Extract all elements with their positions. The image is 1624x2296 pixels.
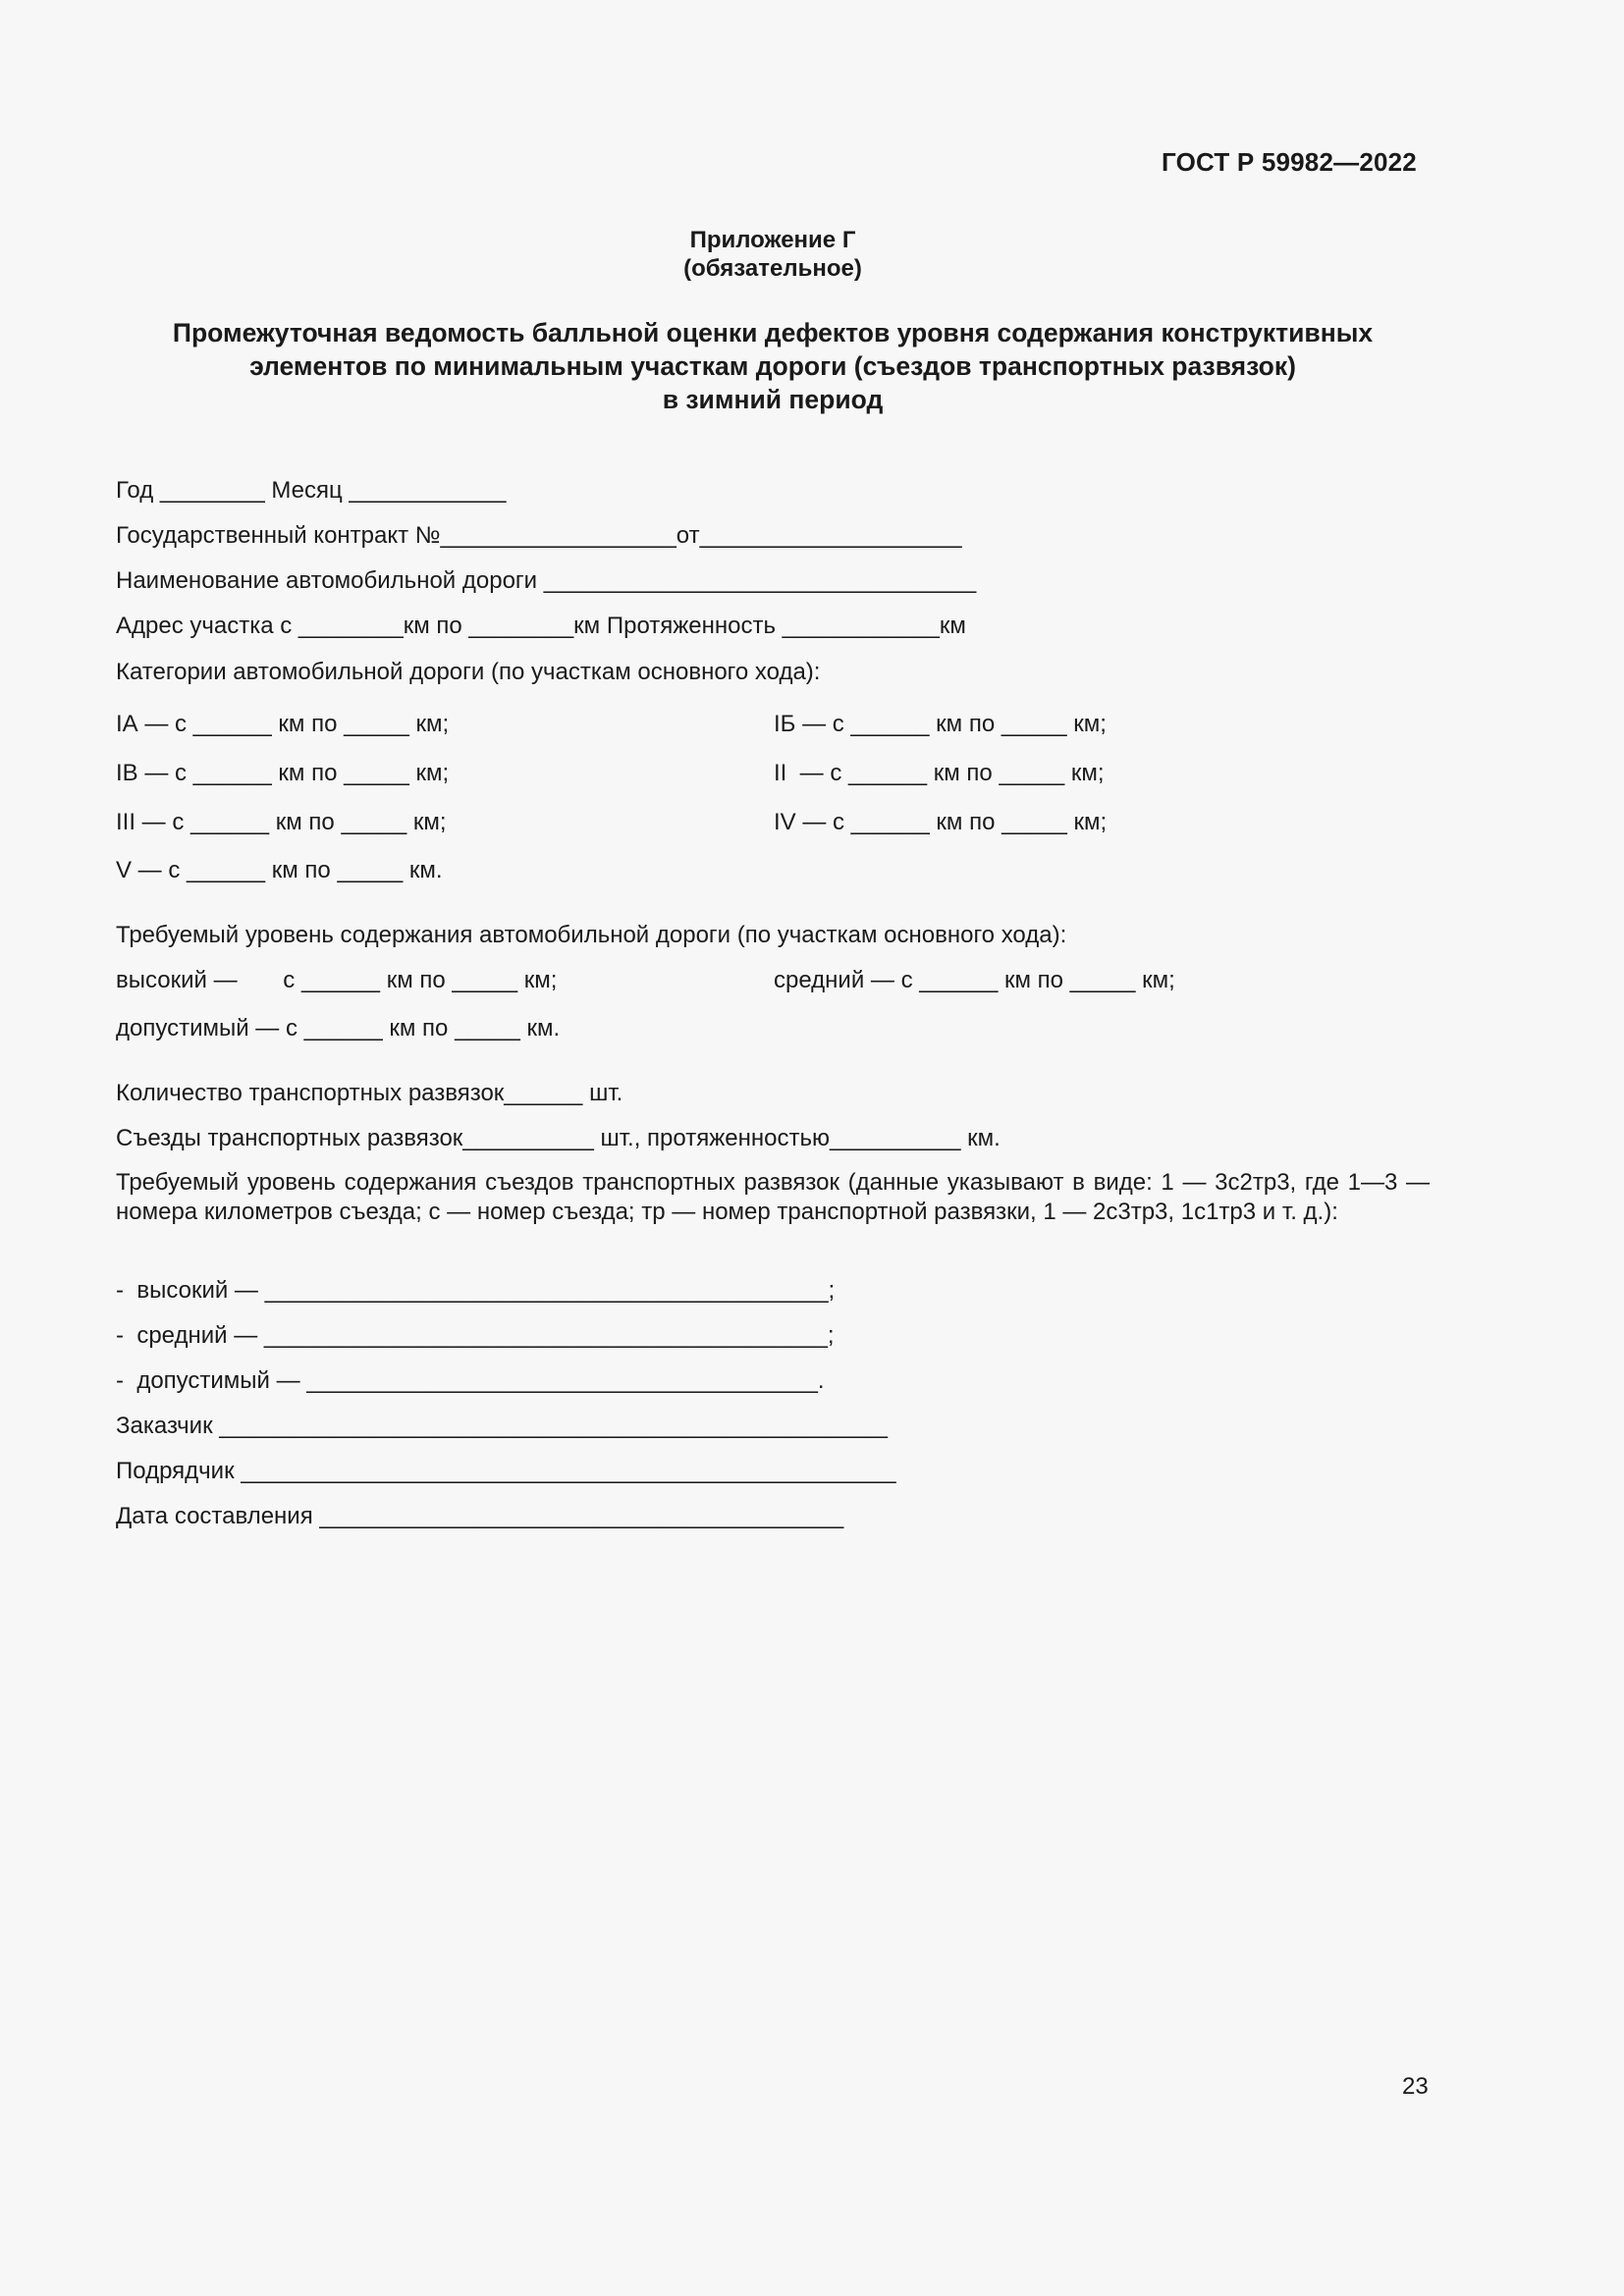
appendix-name: Приложение Г <box>689 227 856 253</box>
page-number: 23 <box>1402 2073 1429 2100</box>
title-line-1: Промежуточная ведомость балльной оценки дефектов уровня содержания конструктивных <box>172 318 1374 347</box>
appendix-heading <box>116 226 1430 283</box>
category-iv4: IV — с ______ км по _____ км; <box>774 809 1108 835</box>
date-field: Дата составления ________________________________________ <box>116 1503 844 1529</box>
category-ia: IА — с ______ км по _____ км; <box>116 711 450 737</box>
ramp-level-paragraph: Требуемый уровень содержания съездов транспортных развязок (данные указывают в виде: 1 — 3с2тр3, где 1—3 — номера километров съезда; с — номер съезда; тр — номер транспортной развязки, 1 — 2с3тр3, 1с1тр3 и т. д.): <box>116 1169 1430 1225</box>
year-month-field: Год ________ Месяц ____________ <box>116 477 507 504</box>
categories-heading: Категории автомобильной дороги (по участкам основного хода): <box>116 659 821 685</box>
category-v: V — с ______ км по _____ км. <box>116 857 443 883</box>
title-line-3: в зимний период <box>662 385 884 414</box>
appendix-status: (обязательное) <box>683 255 862 282</box>
category-iv: IВ — с ______ км по _____ км; <box>116 760 450 786</box>
level-acceptable: допустимый — с ______ км по _____ км. <box>116 1015 561 1041</box>
ramp-level-acceptable: - допустимый — _______________________________________. <box>116 1367 825 1394</box>
title-line-2: элементов по минимальным участкам дороги (съездов транспортных развязок) <box>249 351 1296 381</box>
address-field: Адрес участка с ________км по ________км Протяженность ____________км <box>116 613 966 639</box>
contract-field: Государственный контракт №__________________от____________________ <box>116 522 962 549</box>
standard-number: ГОСТ Р 59982—2022 <box>1162 147 1417 177</box>
ramps-field: Съезды транспортных развязок__________ шт., протяженностью__________ км. <box>116 1125 1001 1151</box>
interchange-count-field: Количество транспортных развязок______ шт. <box>116 1080 623 1106</box>
category-ii: II — с ______ км по _____ км; <box>774 760 1105 786</box>
customer-field: Заказчик ___________________________________________________ <box>116 1413 888 1439</box>
level-heading: Требуемый уровень содержания автомобильной дороги (по участкам основного хода): <box>116 922 1067 948</box>
contractor-field: Подрядчик __________________________________________________ <box>116 1458 896 1484</box>
road-name-field: Наименование автомобильной дороги _________________________________ <box>116 567 977 594</box>
document-title <box>116 316 1430 416</box>
level-medium: средний — с ______ км по _____ км; <box>774 967 1175 993</box>
ramp-level-high: - высокий — ___________________________________________; <box>116 1277 836 1304</box>
category-ib: IБ — с ______ км по _____ км; <box>774 711 1107 737</box>
level-high: высокий — с ______ км по _____ км; <box>116 967 558 993</box>
category-iii: III — с ______ км по _____ км; <box>116 809 447 835</box>
ramp-level-medium: - средний — ___________________________________________; <box>116 1322 835 1349</box>
